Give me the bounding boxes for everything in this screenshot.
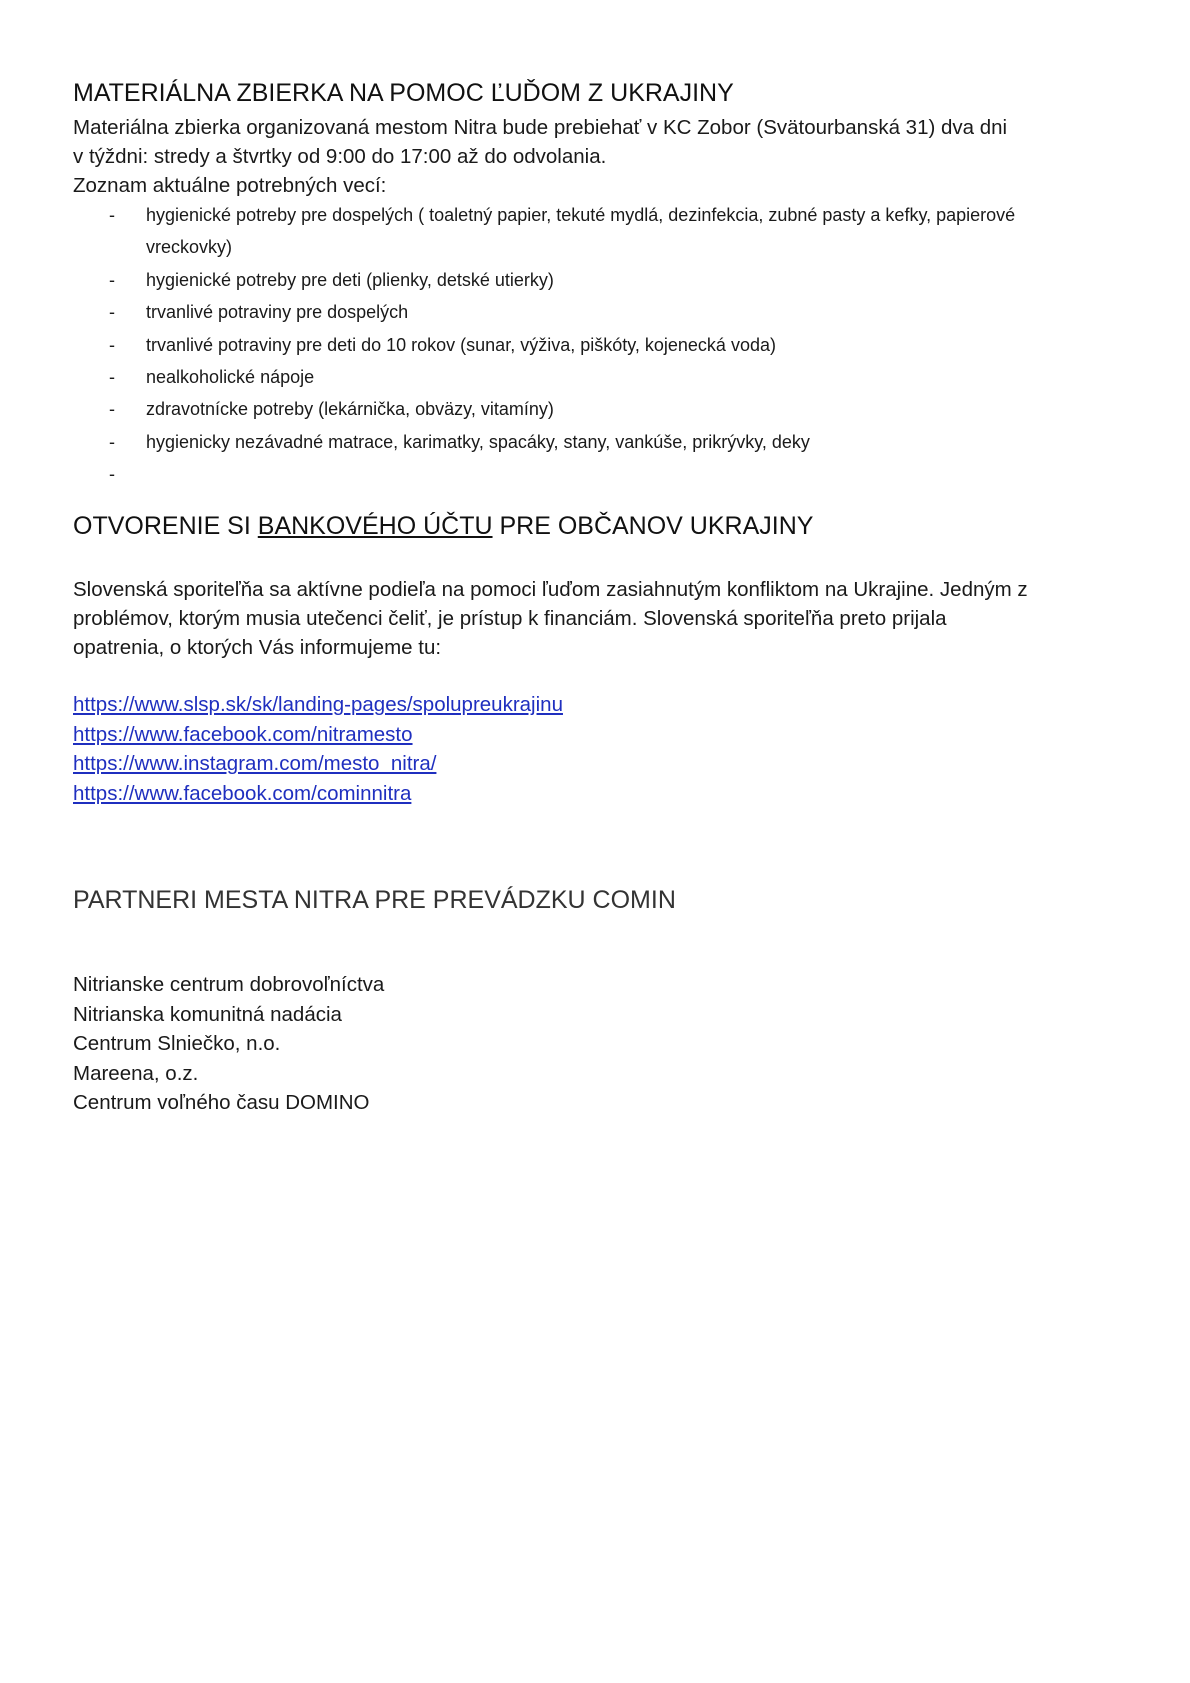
list-dash: - bbox=[109, 302, 115, 323]
intro-line-1: Materiálna zbierka organizovaná mestom Nitra bude prebiehať v KC Zobor (Svätourbanská 31) dva dni bbox=[73, 116, 1008, 139]
partner-item: Nitrianska komunitná nadácia bbox=[73, 1002, 342, 1026]
partner-item: Nitrianske centrum dobrovoľníctva bbox=[73, 973, 385, 996]
list-item: - nealkoholické nápoje bbox=[73, 361, 1015, 393]
list-item: - trvanlivé potraviny pre dospelých bbox=[73, 296, 1015, 328]
partner-item: Centrum voľného času DOMINO bbox=[73, 1091, 370, 1114]
title-pre: OTVORENIE SI bbox=[73, 512, 258, 540]
section-title-material-collection: MATERIÁLNA ZBIERKA NA POMOC ĽUĎOM Z UKRAJINY bbox=[73, 79, 734, 107]
title-underlined: BANKOVÉHO ÚČTU bbox=[257, 512, 493, 540]
list-item: - hygienické potreby pre deti (plienky, detské utierky) bbox=[73, 264, 1015, 296]
list-heading: Zoznam aktuálne potrebných vecí: bbox=[73, 174, 387, 197]
list-dash: - bbox=[109, 334, 115, 355]
link-slsp[interactable]: https://www.slsp.sk/sk/landing-pages/spolupreukrajinu bbox=[73, 693, 563, 716]
link-facebook-nitramesto[interactable]: https://www.facebook.com/nitramesto bbox=[73, 722, 413, 746]
list-item: - zdravotnícke potreby (lekárnička, obväzy, vitamíny) bbox=[73, 393, 1015, 425]
bank-paragraph-line-1: Slovenská sporiteľňa sa aktívne podieľa na pomoci ľuďom zasiahnutým konfliktom na Ukrajine. Jedným z bbox=[73, 578, 1028, 601]
link-facebook-cominnitra[interactable]: https://www.facebook.com/cominnitra bbox=[73, 781, 412, 805]
list-dash: - bbox=[109, 431, 115, 452]
bank-paragraph-line-3: opatrenia, o ktorých Vás informujeme tu: bbox=[73, 636, 442, 659]
title-post: PRE OBČANOV UKRAJINY bbox=[492, 512, 814, 540]
partner-item: Mareena, o.z. bbox=[73, 1061, 199, 1085]
link-instagram-mesto-nitra[interactable]: https://www.instagram.com/mesto_nitra/ bbox=[73, 752, 437, 775]
section-title-bank-account bbox=[73, 511, 813, 541]
list-item: - hygienické potreby pre dospelých ( toaletný papier, tekuté mydlá, dezinfekcia, zubné pasty a kefky, papierové bbox=[73, 199, 1015, 231]
needed-items-list bbox=[73, 199, 1016, 485]
partner-item: Centrum Slniečko, n.o. bbox=[73, 1032, 281, 1055]
list-item: - hygienicky nezávadné matrace, karimatky, spacáky, stany, vankúše, prikrývky, deky bbox=[73, 426, 1015, 458]
list-dash: - bbox=[109, 269, 115, 290]
partners-list bbox=[73, 970, 384, 1118]
links-block bbox=[73, 690, 563, 808]
list-dash: - bbox=[109, 399, 115, 420]
intro-line-2: v týždni: stredy a štvrtky od 9:00 do 17:00 až do odvolania. bbox=[73, 145, 607, 168]
list-item: - trvanlivé potraviny pre deti do 10 rokov (sunar, výživa, piškóty, kojenecká voda) bbox=[73, 329, 1015, 361]
bank-paragraph-line-2: problémov, ktorým musia utečenci čeliť, je prístup k financiám. Slovenská sporiteľňa preto prijala bbox=[73, 607, 947, 630]
section-title-partners: PARTNERI MESTA NITRA PRE PREVÁDZKU COMIN bbox=[73, 886, 676, 914]
list-item-continuation: vreckovky) bbox=[146, 237, 233, 258]
list-dash: - bbox=[109, 205, 115, 225]
list-dash: - bbox=[109, 464, 115, 485]
list-dash: - bbox=[109, 367, 115, 388]
